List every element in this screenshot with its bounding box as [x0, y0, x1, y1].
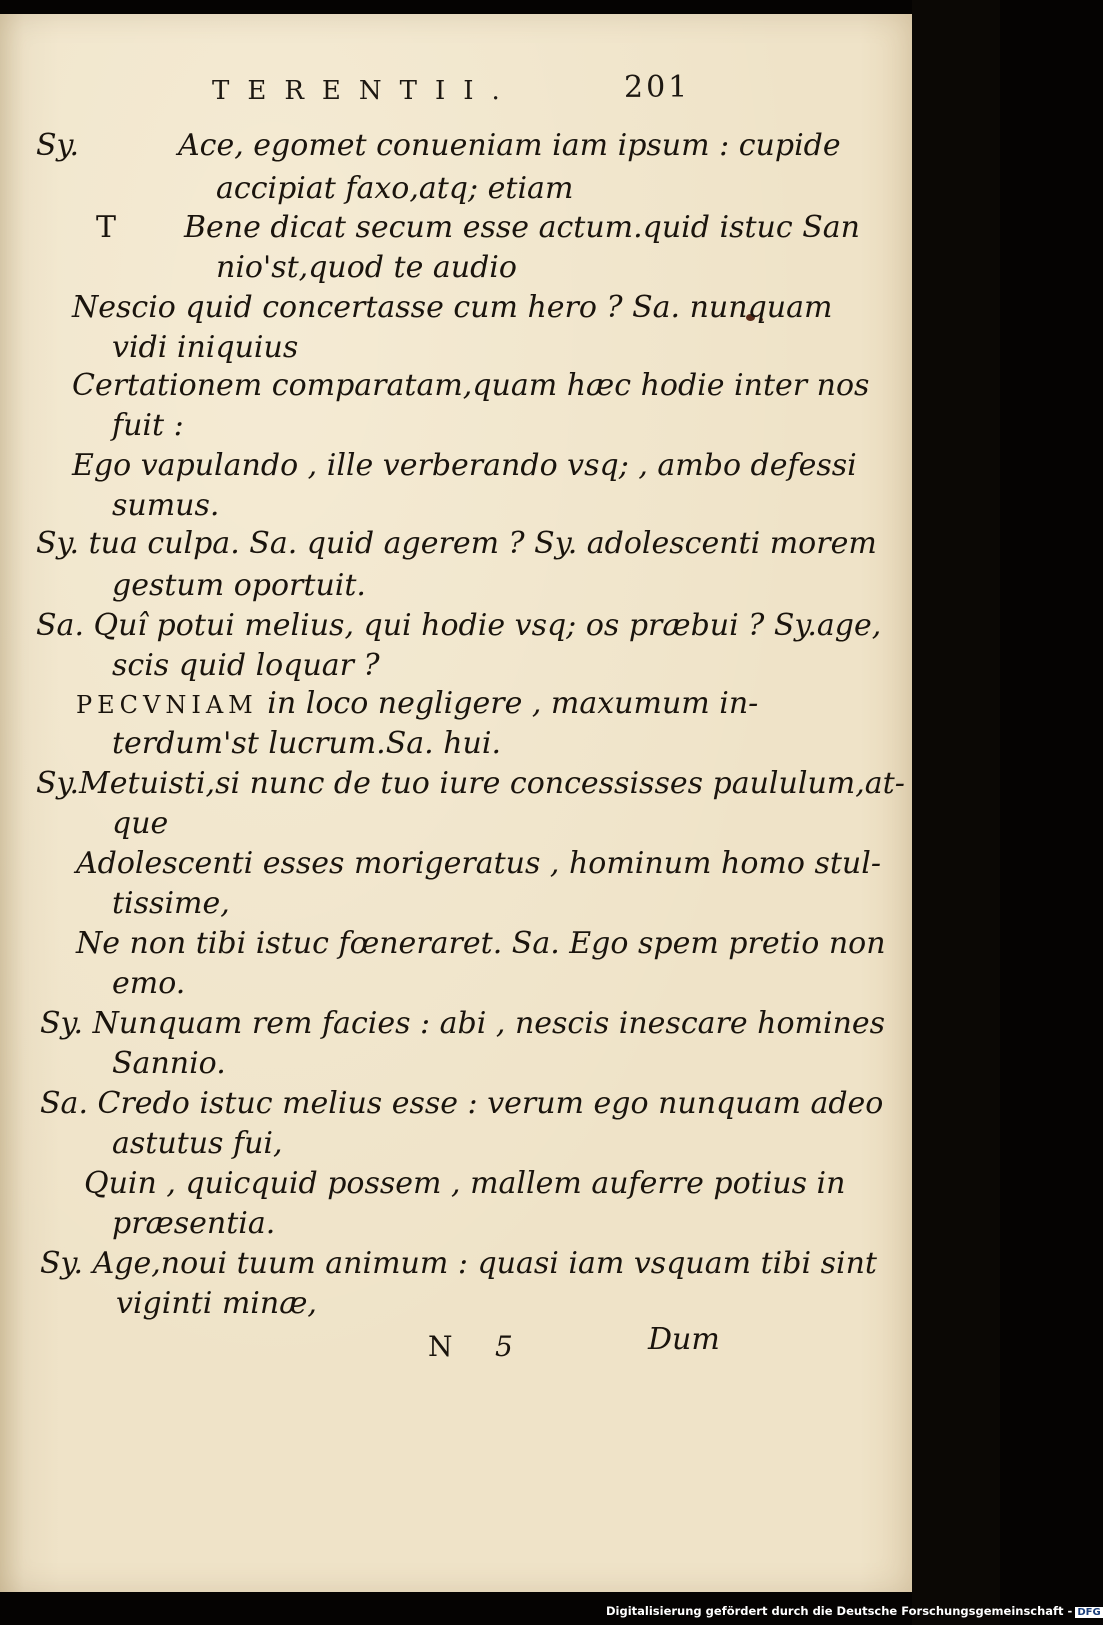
text-line: Sannio. — [112, 1046, 226, 1081]
line-text: Ace, egomet conueniam iam ipsum : cupide — [178, 128, 841, 163]
book-page — [0, 14, 912, 1592]
text-line: Certationem comparatam,quam hæc hodie inter nos — [72, 368, 870, 403]
signature-number: 5 — [495, 1330, 513, 1363]
running-title: TERENTII. — [212, 76, 518, 106]
line-text: Bene dicat secum esse actum.quid istuc San — [184, 210, 860, 245]
text-line — [36, 128, 841, 163]
text-line: tissime, — [112, 886, 230, 921]
dfg-logo: DFG — [1077, 1607, 1101, 1618]
text-line: gestum oportuit. — [112, 568, 366, 603]
text-line: accipiat faxo,atq; etiam — [216, 171, 574, 206]
text-line: Sy. tua culpa. Sa. quid agerem ? Sy. adolescenti morem — [36, 526, 877, 561]
speaker-label: Sy. — [36, 128, 80, 163]
line-text: in loco negligere , maxumum in- — [267, 686, 759, 721]
catchword: Dum — [648, 1322, 720, 1357]
text-line: præsentia. — [112, 1206, 276, 1241]
text-line: Sa. Quî potui melius, qui hodie vsq; os præbui ? Sy.age, — [36, 608, 882, 643]
text-line: Adolescenti esses morigeratus , hominum homo stul- — [76, 846, 881, 881]
page-text — [0, 14, 912, 1592]
text-line — [96, 210, 860, 245]
initial-letter: T — [96, 210, 117, 245]
text-line: nio'st,quod te audio — [216, 250, 517, 285]
text-line: scis quid loquar ? — [112, 648, 380, 683]
text-line: sumus. — [112, 488, 220, 523]
text-line: Sa. Credo istuc melius esse : verum ego nunquam adeo — [40, 1086, 884, 1121]
text-line: vidi iniquius — [112, 330, 299, 365]
text-line: que — [112, 806, 169, 841]
text-line: Sy.Metuisti,si nunc de tuo iure concessisses paululum,at- — [36, 766, 905, 801]
book-edge-shadow — [912, 0, 1000, 1625]
text-line: astutus fui, — [112, 1126, 283, 1161]
text-line — [76, 686, 758, 721]
initial-word: PECVNIAM — [76, 691, 258, 719]
text-line: Quin , quicquid possem , mallem auferre potius in — [84, 1166, 846, 1201]
text-line: Ego vapulando , ille verberando vsq; , ambo defessi — [72, 448, 857, 483]
text-line: emo. — [112, 966, 186, 1001]
signature-mark: N — [428, 1330, 453, 1363]
text-line: terdum'st lucrum.Sa. hui. — [112, 726, 502, 761]
digitization-credit — [606, 1604, 1103, 1618]
text-line: Sy. Age,noui tuum animum : quasi iam vsquam tibi sint — [40, 1246, 877, 1281]
text-line: Sy. Nunquam rem facies : abi , nescis inescare homines — [40, 1006, 886, 1041]
text-line: Ne non tibi istuc fœneraret. Sa. Ego spem pretio non — [76, 926, 886, 961]
text-line: Nescio quid concertasse cum hero ? Sa. nunquam — [72, 290, 833, 325]
text-line: fuit : — [112, 408, 184, 443]
text-line: viginti minæ, — [116, 1286, 317, 1321]
page-number: 201 — [624, 70, 691, 105]
credit-text: Digitalisierung gefördert durch die Deutsche Forschungsgemeinschaft - — [606, 1604, 1073, 1618]
